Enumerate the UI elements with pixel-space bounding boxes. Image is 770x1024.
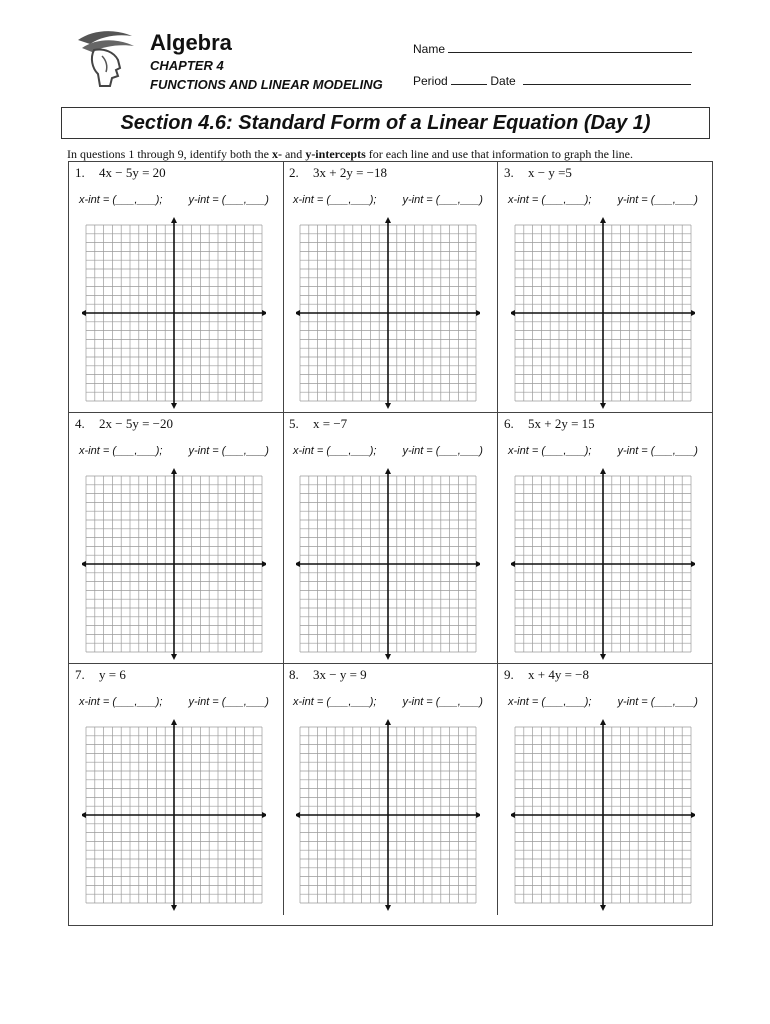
intercept-blanks[interactable] (508, 194, 698, 206)
coordinate-grid[interactable] (296, 468, 480, 660)
x-intercept-blank[interactable]: x-int = (___,___); (508, 445, 592, 457)
y-intercept-blank[interactable]: y-int = (___,___) (402, 445, 483, 457)
intercept-blanks[interactable] (293, 194, 483, 206)
problem-cell-4 (69, 413, 284, 664)
problem-equation: 3x − y = 9 (313, 667, 367, 682)
problem-equation: 5x + 2y = 15 (528, 416, 595, 431)
coordinate-grid[interactable] (511, 217, 695, 409)
y-intercept-blank[interactable]: y-int = (___,___) (402, 194, 483, 206)
problem-statement (75, 416, 173, 432)
axes (296, 719, 480, 911)
chapter-label: CHAPTER 4 (150, 58, 224, 73)
problem-cell-2 (283, 162, 498, 413)
x-intercept-blank[interactable]: x-int = (___,___); (79, 194, 163, 206)
coordinate-grid[interactable] (511, 468, 695, 660)
problem-cell-8 (283, 664, 498, 915)
coordinate-grid[interactable] (82, 217, 266, 409)
coordinate-grid[interactable] (296, 217, 480, 409)
axes (511, 719, 695, 911)
problem-statement (75, 667, 126, 683)
problem-cell-3 (498, 162, 713, 413)
intercept-blanks[interactable] (293, 445, 483, 457)
x-intercept-blank[interactable]: x-int = (___,___); (293, 194, 377, 206)
y-intercept-blank[interactable]: y-int = (___,___) (617, 194, 698, 206)
intercept-blanks[interactable] (293, 696, 483, 708)
intercept-blanks[interactable] (508, 445, 698, 457)
problem-cell-1 (69, 162, 284, 413)
problem-number: 4. (75, 416, 85, 431)
problem-grid (68, 161, 713, 926)
coordinate-grid[interactable] (511, 719, 695, 911)
problem-equation: x = −7 (313, 416, 348, 431)
problem-equation: x + 4y = −8 (528, 667, 589, 682)
problem-statement (289, 416, 347, 432)
section-title: Section 4.6: Standard Form of a Linear Equation (Day 1) (61, 107, 710, 139)
x-intercept-blank[interactable]: x-int = (___,___); (79, 445, 163, 457)
y-intercept-blank[interactable]: y-int = (___,___) (188, 445, 269, 457)
instructions-y-bold: y-intercepts (305, 147, 366, 161)
coordinate-grid[interactable] (82, 719, 266, 911)
axes (511, 217, 695, 409)
problem-number: 3. (504, 165, 514, 180)
instructions-text-2: and (281, 147, 306, 161)
problem-equation: 2x − 5y = −20 (99, 416, 173, 431)
unit-label: FUNCTIONS AND LINEAR MODELING (150, 77, 383, 92)
axes (296, 468, 480, 660)
problem-equation: 4x − 5y = 20 (99, 165, 166, 180)
problem-statement (504, 667, 589, 683)
intercept-blanks[interactable] (79, 696, 269, 708)
instructions-x-bold: x- (271, 147, 282, 161)
coordinate-grid[interactable] (82, 468, 266, 660)
instructions-text-1: In questions 1 through 9, identify both the (67, 147, 272, 161)
problem-number: 8. (289, 667, 299, 682)
problem-equation: x − y =5 (528, 165, 572, 180)
problem-number: 6. (504, 416, 514, 431)
date-field[interactable] (523, 72, 691, 85)
axes (296, 217, 480, 409)
problem-statement (289, 667, 367, 683)
period-label: Period (413, 74, 448, 88)
axes (82, 719, 266, 911)
problem-equation: 3x + 2y = −18 (313, 165, 387, 180)
problem-statement (504, 165, 572, 181)
x-intercept-blank[interactable]: x-int = (___,___); (293, 696, 377, 708)
problem-statement (75, 165, 166, 181)
x-intercept-blank[interactable]: x-int = (___,___); (79, 696, 163, 708)
y-intercept-blank[interactable]: y-int = (___,___) (617, 445, 698, 457)
date-label: Date (490, 74, 516, 88)
instructions-text-3: for each line and use that information to graph the line. (365, 147, 633, 161)
coordinate-grid[interactable] (296, 719, 480, 911)
problem-number: 1. (75, 165, 85, 180)
name-field[interactable] (448, 40, 692, 53)
axes (82, 468, 266, 660)
problem-cell-7 (69, 664, 284, 915)
y-intercept-blank[interactable]: y-int = (___,___) (402, 696, 483, 708)
problem-number: 7. (75, 667, 85, 682)
period-field[interactable] (451, 72, 487, 85)
y-intercept-blank[interactable]: y-int = (___,___) (188, 194, 269, 206)
course-title: Algebra (150, 30, 232, 55)
intercept-blanks[interactable] (508, 696, 698, 708)
problem-cell-5 (283, 413, 498, 664)
intercept-blanks[interactable] (79, 194, 269, 206)
period-date-row (413, 72, 691, 88)
problem-number: 2. (289, 165, 299, 180)
y-intercept-blank[interactable]: y-int = (___,___) (617, 696, 698, 708)
y-intercept-blank[interactable]: y-int = (___,___) (188, 696, 269, 708)
x-intercept-blank[interactable]: x-int = (___,___); (293, 445, 377, 457)
intercept-blanks[interactable] (79, 445, 269, 457)
instructions (67, 147, 717, 162)
x-intercept-blank[interactable]: x-int = (___,___); (508, 194, 592, 206)
problem-statement (504, 416, 595, 432)
problem-statement (289, 165, 387, 181)
problem-equation: y = 6 (99, 667, 126, 682)
problem-number: 5. (289, 416, 299, 431)
axes (511, 468, 695, 660)
problem-number: 9. (504, 667, 514, 682)
head-silhouette-icon (74, 26, 140, 88)
x-intercept-blank[interactable]: x-int = (___,___); (508, 696, 592, 708)
problem-cell-6 (498, 413, 713, 664)
problem-cell-9 (498, 664, 713, 915)
name-label: Name (413, 42, 446, 56)
name-row (413, 40, 692, 56)
axes (82, 217, 266, 409)
